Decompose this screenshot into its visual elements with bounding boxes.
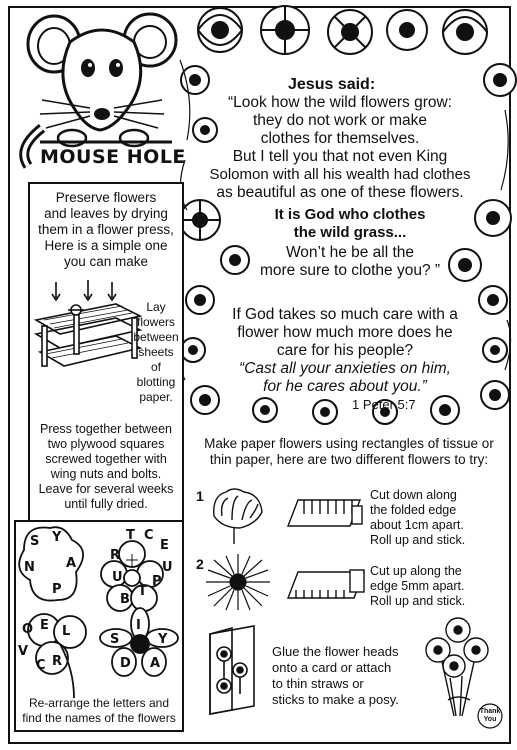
quote-line: clothes for themselves.	[260, 130, 420, 147]
folded-paper-1	[284, 492, 364, 532]
puzzle-letter: T	[126, 528, 135, 543]
press-intro-line: them in a flower press,	[38, 222, 174, 237]
puzzle-letter: Y	[158, 632, 168, 647]
card-instructions	[272, 644, 422, 708]
press-intro-line: Preserve flowers	[55, 190, 157, 205]
step1-line: about 1cm apart.	[370, 518, 464, 532]
puzzle-letter: U	[112, 570, 123, 585]
folded-paper-2	[284, 560, 368, 604]
caption-line: Re-arrange the letters and	[28, 696, 170, 710]
greeting-card-illustration	[202, 624, 268, 716]
lay-line: Lay	[146, 300, 166, 314]
quote-heading: Jesus said:	[288, 76, 376, 93]
step1-number: 1	[196, 488, 204, 504]
puzzle-letter: P	[52, 582, 62, 597]
lay-line: of	[150, 360, 161, 374]
fringed-flower-1	[204, 486, 274, 546]
care-line: care for his people?	[276, 342, 414, 359]
puzzle-letter: R	[52, 654, 63, 669]
puzzle-letter: E	[160, 538, 169, 553]
bold-line: the wild grass...	[293, 224, 407, 241]
after-line: more sure to clothe you? ”	[259, 262, 441, 279]
card-line: onto a card or attach	[272, 660, 392, 675]
puzzle-letter: O	[22, 622, 34, 637]
press-intro-line: you can make	[63, 254, 149, 269]
puzzle-letter: L	[62, 624, 71, 639]
step1-line: Roll up and stick.	[370, 533, 466, 547]
step1-line: Cut down along	[370, 488, 457, 502]
fringed-flower-2	[200, 552, 276, 616]
lay-line: sheets	[138, 345, 174, 359]
tag-line: You	[483, 716, 497, 723]
care-line: If God takes so much care with a	[232, 306, 458, 323]
bible-reference: 1 Peter 5:7	[352, 397, 416, 412]
step1-line: the folded edge	[370, 503, 457, 517]
cast-line: for he cares about you.”	[263, 378, 427, 395]
puzzle-letter: S	[110, 632, 120, 647]
cast-line: “Cast all your anxieties on him,	[239, 360, 451, 377]
quote-line: But I tell you that not even King	[232, 148, 448, 165]
after-line: Won’t he be all the	[285, 244, 415, 261]
tag-line: Thank	[479, 708, 501, 715]
instruction-line: Leave for several weeks	[38, 482, 174, 496]
quote-line: as beautiful as one of these flowers.	[216, 184, 464, 201]
puzzle-letter: S	[30, 534, 40, 549]
puzzle-letter: R	[110, 548, 121, 563]
puzzle-letter: E	[40, 618, 49, 633]
puzzle-flowers	[14, 520, 184, 706]
lay-line: paper.	[139, 390, 173, 404]
puzzle-letter: C	[144, 528, 154, 543]
press-intro-line: and leaves by drying	[44, 206, 168, 221]
press-intro-line: Here is a simple one	[44, 238, 168, 253]
puzzle-letter: Y	[52, 530, 62, 545]
card-line: sticks to make a posy.	[272, 692, 399, 707]
instruction-line: screwed together with	[45, 452, 167, 466]
lay-line: flowers	[136, 315, 175, 329]
puzzle-letter: D	[120, 656, 131, 671]
puzzle-letter: V	[18, 644, 29, 659]
puzzle-letter: I	[136, 618, 141, 633]
quote-line: they do not work or make	[252, 112, 428, 129]
thank-you-tag	[478, 708, 502, 724]
step2-instructions	[370, 564, 508, 609]
quote-line: Solomon with all his wealth had clothes	[209, 166, 471, 183]
puzzle-letter: T	[138, 584, 147, 599]
puzzle-letter: N	[24, 560, 35, 575]
mouse-icon	[12, 8, 182, 166]
lay-line: between	[133, 330, 179, 344]
quote-line: “Look how the wild flowers grow:	[228, 94, 452, 111]
bold-line: It is God who clothes	[274, 206, 426, 223]
step1-instructions	[370, 488, 508, 548]
caption-line: find the names of the flowers	[22, 711, 176, 725]
lay-line: blotting	[136, 375, 176, 389]
puzzle-letter: P	[152, 574, 162, 589]
card-line: to thin straws or	[272, 676, 364, 691]
cast-block	[210, 360, 480, 396]
quote-block	[180, 94, 500, 202]
puzzle-caption	[16, 696, 182, 726]
instruction-line: wing nuts and bolts.	[50, 467, 162, 481]
card-line: Glue the flower heads	[272, 644, 399, 659]
press-intro	[30, 190, 182, 270]
puzzle-letter: U	[162, 560, 173, 575]
step2-line: Cut up along the	[370, 564, 462, 578]
care-block	[210, 306, 480, 360]
paper-intro-line: Make paper flowers using rectangles of tissue or	[204, 436, 494, 451]
instruction-line: until fully dried.	[64, 497, 148, 511]
instruction-line: two plywood squares	[47, 437, 165, 451]
god-clothes-block	[240, 206, 460, 242]
puzzle-letter: A	[66, 556, 77, 571]
instruction-line: Press together between	[39, 422, 173, 436]
step2-number: 2	[196, 556, 204, 572]
puzzle-letter: A	[150, 656, 161, 671]
logo-text: MOUSE HOLE	[40, 146, 186, 168]
lay-flowers-text	[128, 300, 184, 405]
paper-flowers-intro	[192, 436, 506, 468]
care-line: flower how much more does he	[237, 324, 453, 341]
step2-line: edge 5mm apart.	[370, 579, 465, 593]
step2-line: Roll up and stick.	[370, 594, 466, 608]
clothe-you-block	[240, 244, 460, 280]
press-instructions	[30, 422, 182, 512]
paper-intro-line: thin paper, here are two different flowers to try:	[209, 452, 489, 467]
puzzle-letter: B	[120, 592, 130, 607]
puzzle-letter: C	[36, 658, 46, 673]
